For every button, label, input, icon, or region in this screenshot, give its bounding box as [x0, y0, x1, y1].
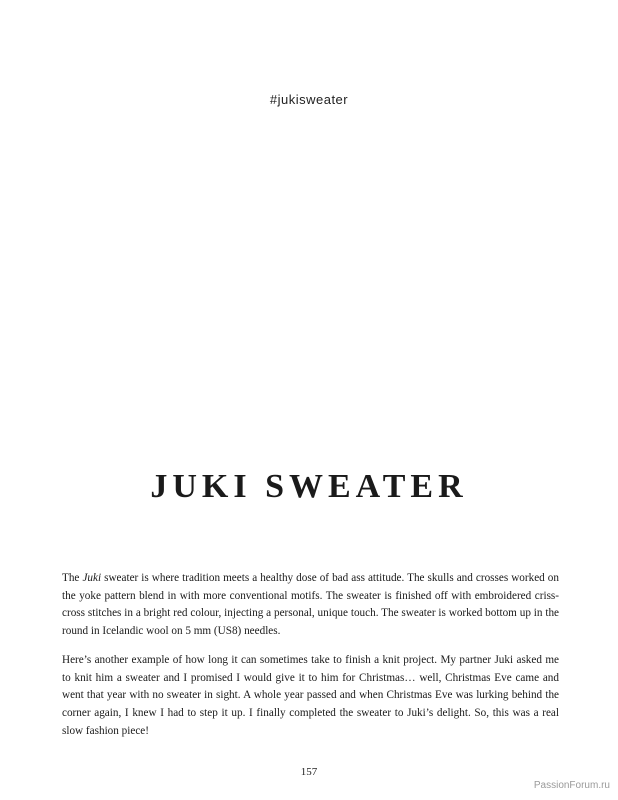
page-number: 157	[300, 766, 318, 778]
intro-paragraph-start: The	[62, 572, 83, 584]
page-title: JUKI SWEATER	[150, 468, 468, 505]
story-paragraph: Here’s another example of how long it can sometimes take to finish a knit project. My partner Juki asked me to knit him a sweater and I promised I would give it to him for Christmas… well, Christmas Eve came and went that year with no sweater in sight. A whole year passed and when Christmas Eve was lurking behind the corner again, I knew I had to step it up. I finally completed the sweater to Juki’s delight. So, this was a real slow fashion piece!	[62, 654, 559, 737]
intro-paragraph	[62, 570, 559, 641]
intro-paragraph-rest: sweater is where tradition meets a healthy dose of bad ass attitude. The skulls and crosses worked on the yoke pattern blend in with more conventional motifs. The sweater is finished off with embroidered criss-cross stitches in a bright red colour, injecting a personal, unique touch. The sweater is worked bottom up in the round in Icelandic wool on 5 mm (US8) needles.	[62, 572, 559, 638]
hashtag-header: #jukisweater	[269, 92, 349, 107]
intro-paragraph-italic: Juki	[82, 572, 102, 584]
watermark: PassionForum.ru	[533, 780, 610, 791]
